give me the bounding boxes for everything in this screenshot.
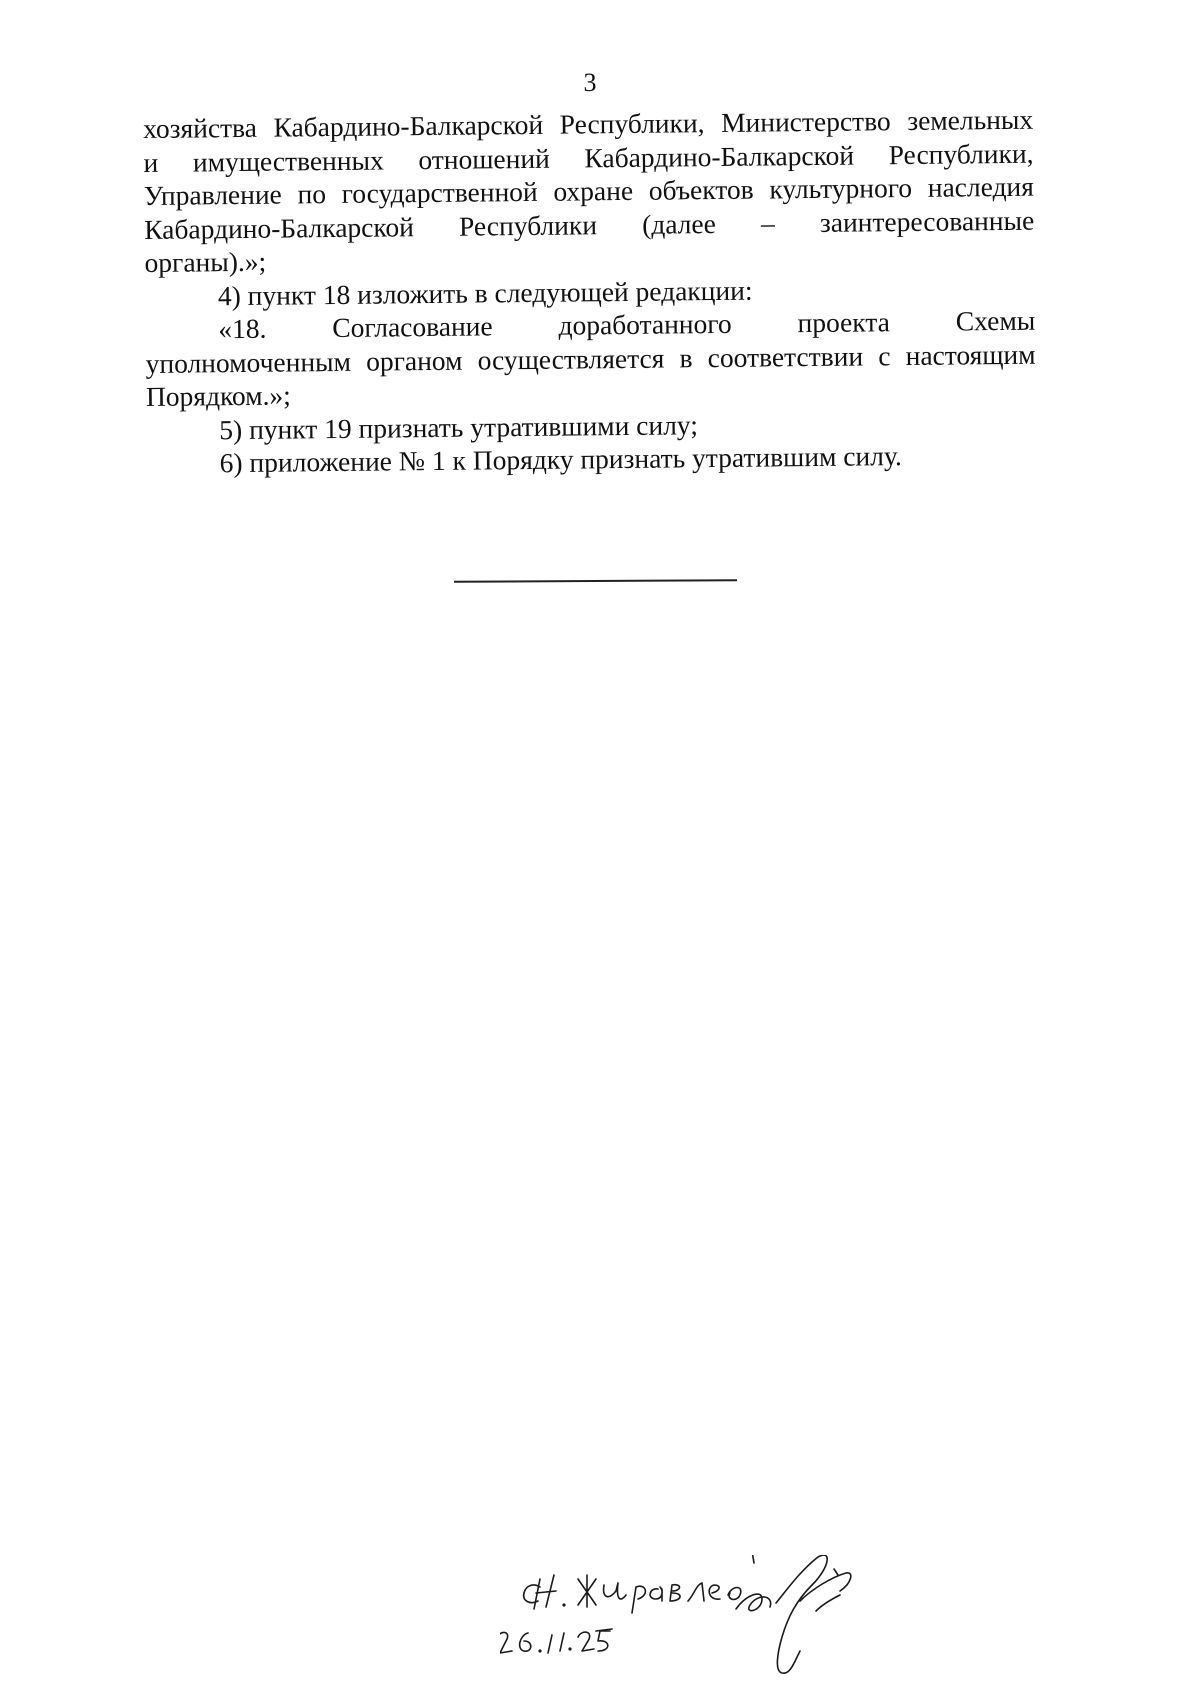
handwritten-signature-block	[500, 1555, 970, 1685]
list-item-6: 6) приложение № 1 к Порядку признать утратившим силу.	[219, 440, 902, 479]
end-divider-line	[454, 579, 737, 582]
list-item-5: 5) пункт 19 признать утратившими силу;	[219, 408, 699, 445]
text-line: Порядком.»;	[145, 379, 291, 412]
signature-drawing	[500, 1555, 970, 1685]
body-text	[143, 103, 1037, 481]
page-number: 3	[583, 68, 597, 97]
text-line: хозяйства Кабардино-Балкарской Республики, Министерство земельных	[143, 103, 1034, 144]
text-line: Кабардино-Балкарской Республики (далее – заинтересованные	[144, 204, 1035, 245]
text-line: органы).»;	[144, 245, 267, 278]
text-line: Управление по государственной охране объектов культурного наследия	[143, 170, 1034, 211]
quoted-clause-18: «18. Согласование доработанного проекта Схемы	[218, 304, 1036, 345]
list-item-4: 4) пункт 18 изложить в следующей редакции:	[217, 274, 753, 311]
text-line: и имущественных отношений Кабардино-Балкарской Республики,	[143, 137, 1034, 178]
text-line: уполномоченным органом осуществляется в соответствии с настоящим	[145, 338, 1036, 379]
